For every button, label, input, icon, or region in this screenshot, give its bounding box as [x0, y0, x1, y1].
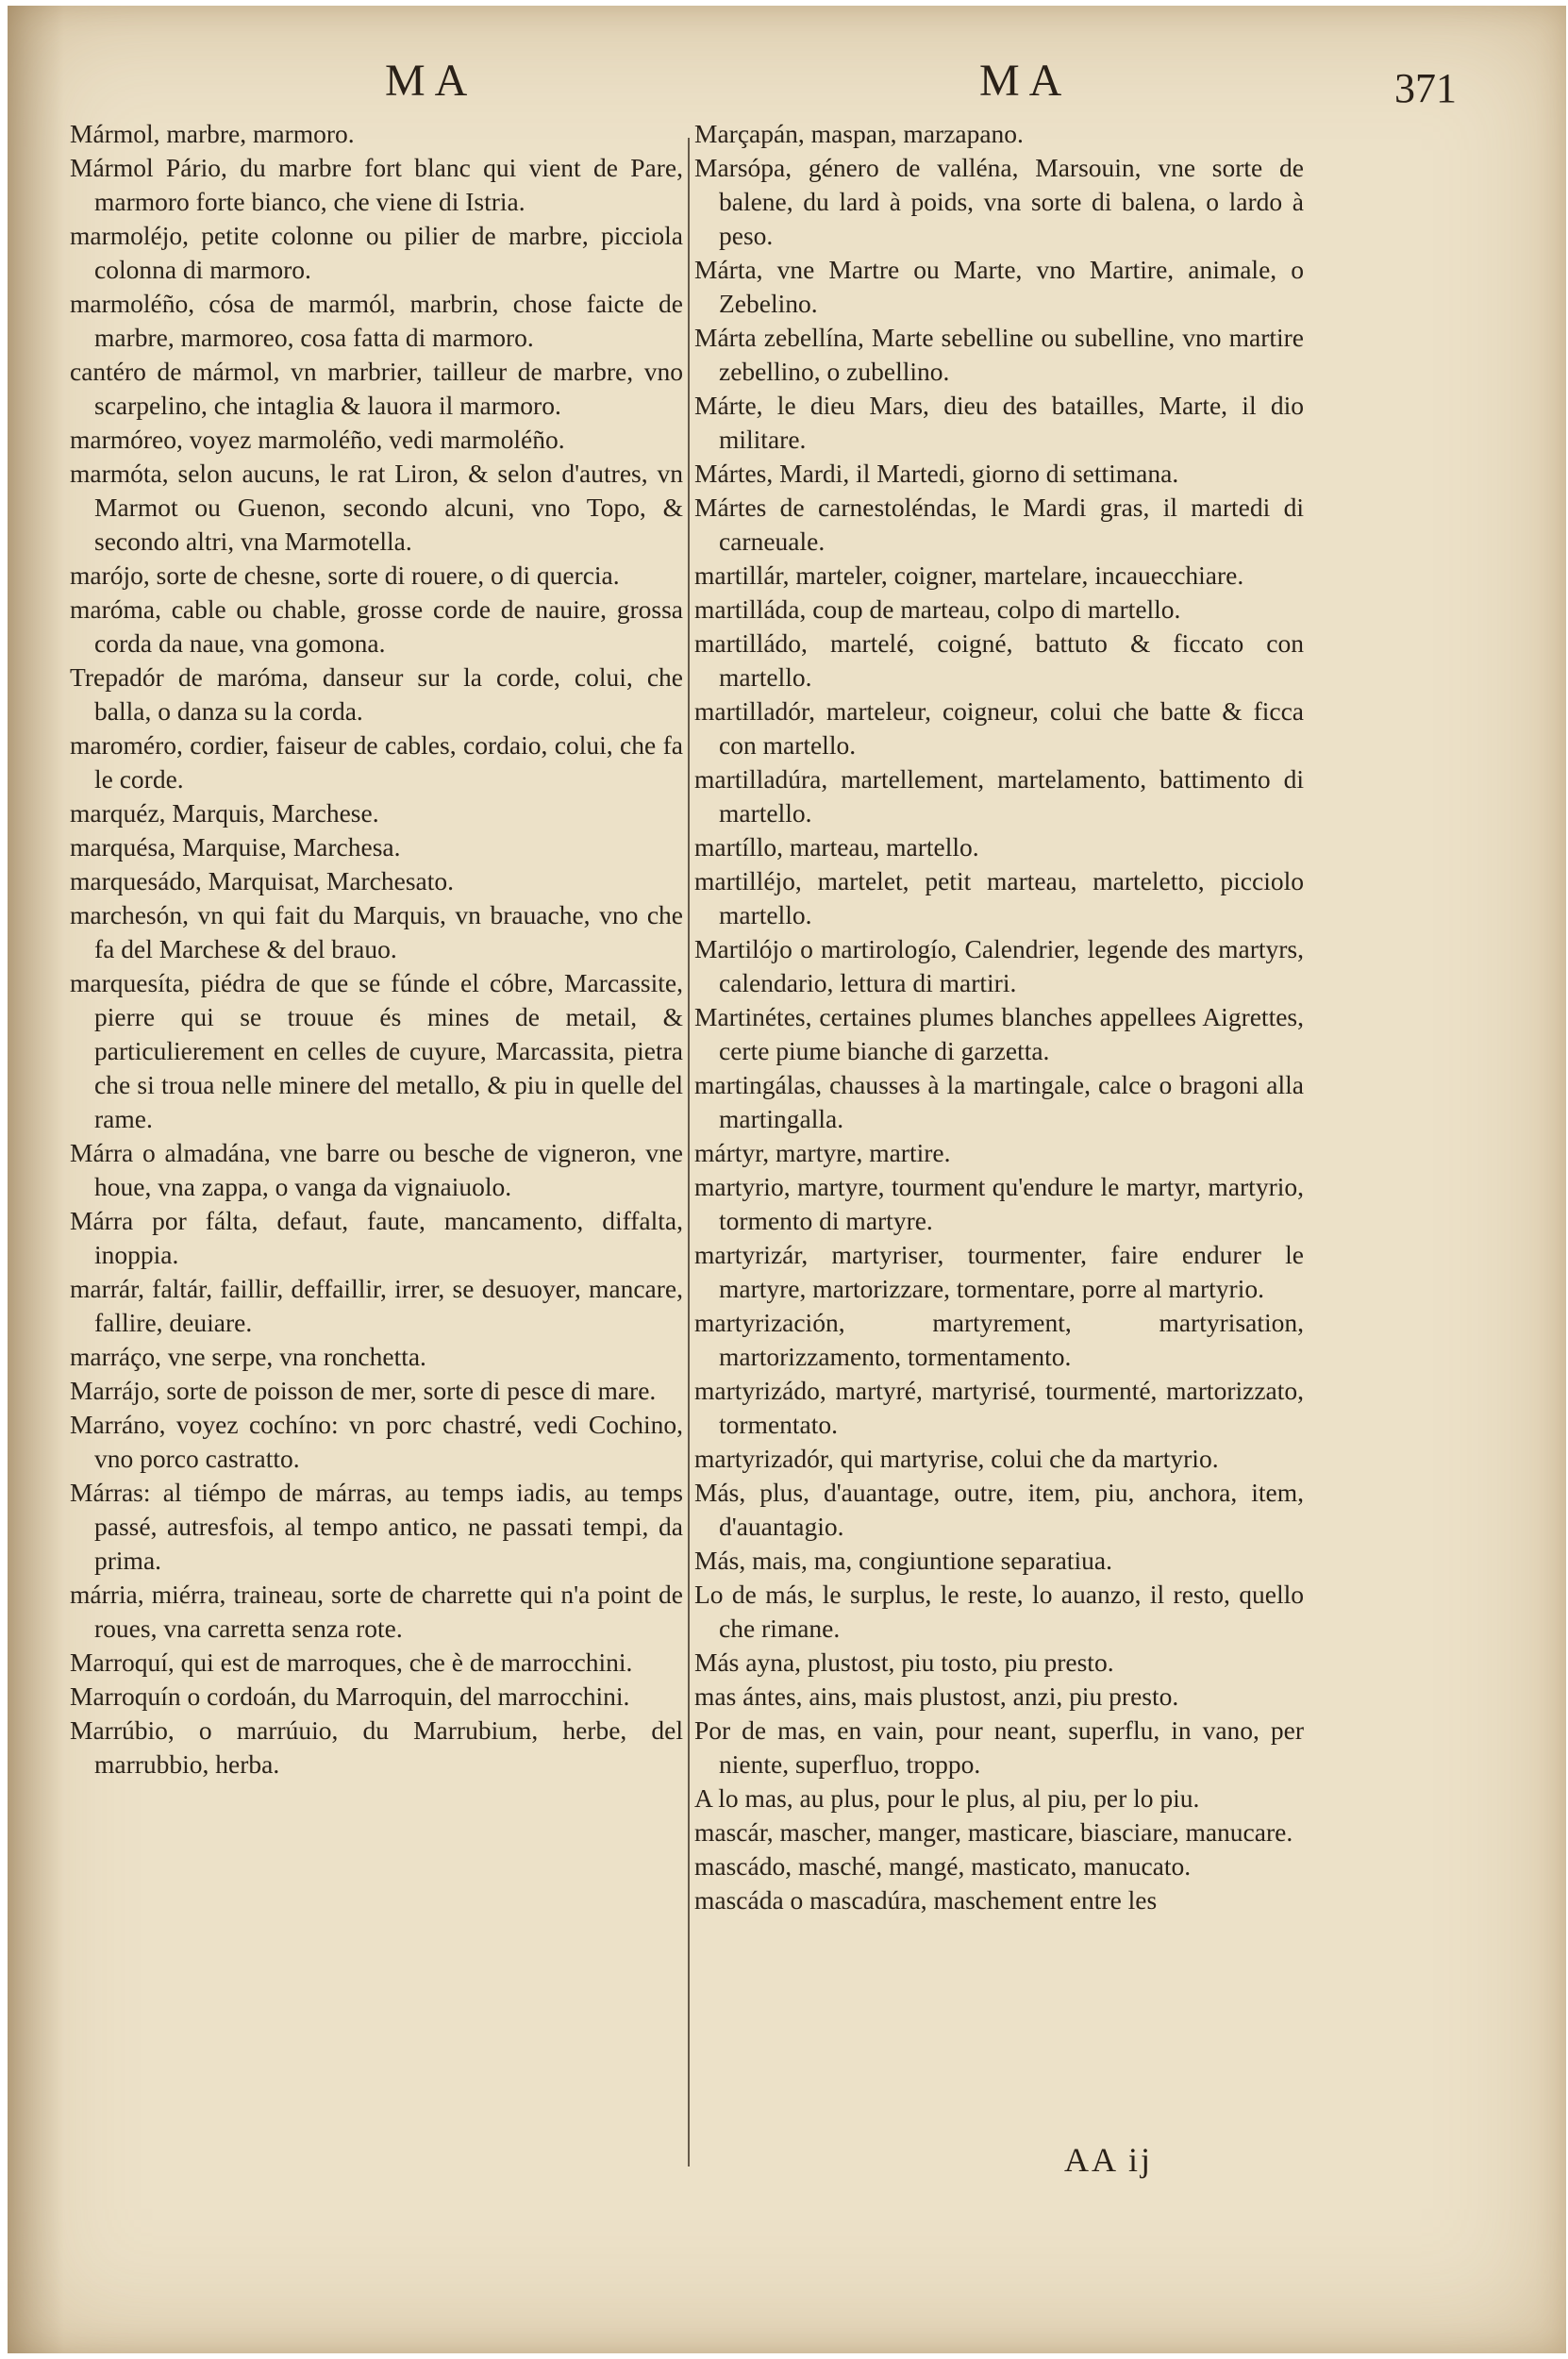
dictionary-entry: Por de mas, en vain, pour neant, superflu, in vano, per niente, superfluo, troppo.: [694, 1715, 1304, 1779]
dictionary-entry: martilládo, martelé, coigné, battuto & ficcato con martello.: [694, 628, 1304, 692]
dictionary-entry: Mártes de carnestoléndas, le Mardi gras, il martedi di carneuale.: [694, 493, 1304, 556]
dictionary-entry: maróma, cable ou chable, grosse corde de nauire, grossa corda da naue, vna gomona.: [70, 594, 683, 658]
dictionary-entry: Mártes, Mardi, il Martedi, giorno di settimana.: [694, 459, 1179, 488]
dictionary-entry: Más ayna, plustost, piu tosto, piu presto.: [694, 1648, 1114, 1677]
dictionary-entry: marrár, faltár, faillir, deffaillir, irrer, se desuoyer, mancare, fallire, deuiare.: [70, 1274, 683, 1337]
dictionary-entry: martíllo, marteau, martello.: [694, 832, 979, 862]
dictionary-entry: Mármol Pário, du marbre fort blanc qui vient de Pare, marmoro forte bianco, che viene di Istria.: [70, 153, 683, 216]
dictionary-entry: Márras: al tiémpo de márras, au temps iadis, au temps passé, autresfois, al tempo antico, ne passati tempi, da prima.: [70, 1478, 683, 1575]
dictionary-entry: mascár, mascher, manger, masticare, biasciare, manucare.: [694, 1817, 1293, 1847]
signature-mark: AA ij: [1064, 2141, 1154, 2179]
dictionary-entry: mas ántes, ains, mais plustost, anzi, piu presto.: [694, 1681, 1179, 1711]
dictionary-entry: Márta, vne Martre ou Marte, vno Martire, animale, o Zebelino.: [694, 255, 1304, 318]
dictionary-entry: Márta zebellína, Marte sebelline ou subelline, vno martire zebellino, o zubellino.: [694, 323, 1304, 386]
dictionary-entry: martilladór, marteleur, coigneur, colui che batte & ficca con martello.: [694, 696, 1304, 760]
left-column: [70, 117, 683, 1782]
dictionary-entry: Marrúbio, o marrúuio, du Marrubium, herbe, del marrubbio, herba.: [70, 1715, 683, 1779]
dictionary-entry: martyrizadór, qui martyrise, colui che da martyrio.: [694, 1444, 1219, 1473]
dictionary-entry: marmoléjo, petite colonne ou pilier de marbre, picciola colonna di marmoro.: [70, 221, 683, 284]
dictionary-entry: mascádo, masché, mangé, masticato, manucato.: [694, 1851, 1192, 1881]
dictionary-entry: Marrájo, sorte de poisson de mer, sorte di pesce di mare.: [70, 1376, 657, 1405]
dictionary-entry: marquesíta, piédra de que se fúnde el cóbre, Marcassite, pierre qui se trouue és mines de metail, & particulierement en celles de cuyure, Marcassita, pietra che si troua nelle minere del metallo, & piu in quelle del rame.: [70, 968, 683, 1133]
dictionary-entry: martilléjo, martelet, petit marteau, marteletto, picciolo martello.: [694, 866, 1304, 929]
dictionary-entry: Marráno, voyez cochíno: vn porc chastré, vedi Cochino, vno porco castratto.: [70, 1410, 683, 1473]
dictionary-entry: martilladúra, martellement, martelamento, battimento di martello.: [694, 764, 1304, 828]
dictionary-entry: mártyr, martyre, martire.: [694, 1138, 951, 1167]
dictionary-entry: maroméro, cordier, faiseur de cables, cordaio, colui, che fa le corde.: [70, 730, 683, 794]
dictionary-entry: Márra por fálta, defaut, faute, mancamento, diffalta, inoppia.: [70, 1206, 683, 1269]
dictionary-entry: marchesón, vn qui fait du Marquis, vn brauache, vno che fa del Marchese & del brauo.: [70, 900, 683, 963]
dictionary-entry: Marroquín o cordoán, du Marroquin, del marrocchini.: [70, 1681, 630, 1711]
dictionary-entry: Márte, le dieu Mars, dieu des batailles, Marte, il dio militare.: [694, 391, 1304, 454]
dictionary-entry: martyrización, martyrement, martyrisation, martorizzamento, tormentamento.: [694, 1308, 1304, 1371]
dictionary-entry: martyrizár, martyriser, tourmenter, faire endurer le martyre, martorizzare, tormentare, porre al martyrio.: [694, 1240, 1304, 1303]
dictionary-entry: martillár, marteler, coigner, martelare, incauecchiare.: [694, 560, 1244, 590]
dictionary-entry: Marçapán, maspan, marzapano.: [694, 119, 1024, 148]
dictionary-entry: marquésa, Marquise, Marchesa.: [70, 832, 401, 862]
dictionary-entry: marquesádo, Marquisat, Marchesato.: [70, 866, 455, 895]
dictionary-entry: márria, miérra, traineau, sorte de charrette qui n'a point de roues, vna carretta senza rote.: [70, 1580, 683, 1643]
dictionary-entry: marmoléño, cósa de marmól, marbrin, chose faicte de marbre, marmoreo, cosa fatta di marmoro.: [70, 289, 683, 352]
dictionary-entry: Trepadór de maróma, danseur sur la corde, colui, che balla, o danza su la corda.: [70, 662, 683, 726]
page-number: 371: [1394, 65, 1457, 111]
dictionary-entry: martyrio, martyre, tourment qu'endure le martyr, martyrio, tormento di martyre.: [694, 1172, 1304, 1235]
dictionary-entry: A lo mas, au plus, pour le plus, al piu, per lo piu.: [694, 1783, 1200, 1813]
dictionary-entry: Lo de más, le surplus, le reste, lo auanzo, il resto, quello che rimane.: [694, 1580, 1304, 1643]
column-divider: [688, 138, 690, 2167]
dictionary-entry: marquéz, Marquis, Marchese.: [70, 798, 379, 828]
dictionary-entry: martyrizádo, martyré, martyrisé, tourmenté, martorizzato, tormentato.: [694, 1376, 1304, 1439]
dictionary-entry: Más, plus, d'auantage, outre, item, piu, anchora, item, d'auantagio.: [694, 1478, 1304, 1541]
dictionary-entry: martingálas, chausses à la martingale, calce o bragoni alla martingalla.: [694, 1070, 1304, 1133]
dictionary-entry: Marroquí, qui est de marroques, che è de marrocchini.: [70, 1648, 633, 1677]
dictionary-entry: Más, mais, ma, congiuntione separatiua.: [694, 1546, 1112, 1575]
dictionary-entry: marmóreo, voyez marmoléño, vedi marmoléño.: [70, 425, 565, 454]
dictionary-entry: Martinétes, certaines plumes blanches appellees Aigrettes, certe piume bianche di garzetta.: [694, 1002, 1304, 1065]
book-page: [8, 6, 1566, 2353]
dictionary-entry: marráço, vne serpe, vna ronchetta.: [70, 1342, 426, 1371]
dictionary-entry: mascáda o mascadúra, maschement entre les: [694, 1885, 1158, 1915]
running-head-right: MA: [979, 56, 1072, 106]
dictionary-entry: Martilójo o martirologío, Calendrier, legende des martyrs, calendario, lettura di martiri.: [694, 934, 1304, 997]
right-column: [694, 117, 1304, 1917]
dictionary-entry: Márra o almadána, vne barre ou besche de vigneron, vne houe, vna zappa, o vanga da vignaiuolo.: [70, 1138, 683, 1201]
dictionary-entry: marmóta, selon aucuns, le rat Liron, & selon d'autres, vn Marmot ou Guenon, secondo alcuni, vno Topo, & secondo altri, vna Marmotella.: [70, 459, 683, 556]
dictionary-entry: Marsópa, género de valléna, Marsouin, vne sorte de balene, du lard à poids, vna sorte di balena, o lardo à peso.: [694, 153, 1304, 250]
dictionary-entry: cantéro de mármol, vn marbrier, tailleur de marbre, vno scarpelino, che intaglia & lauora il marmoro.: [70, 357, 683, 420]
dictionary-entry: martilláda, coup de marteau, colpo di martello.: [694, 594, 1181, 624]
dictionary-entry: marójo, sorte de chesne, sorte di rouere, o di quercia.: [70, 560, 620, 590]
dictionary-entry: Mármol, marbre, marmoro.: [70, 119, 355, 148]
running-head-left: MA: [385, 56, 477, 106]
